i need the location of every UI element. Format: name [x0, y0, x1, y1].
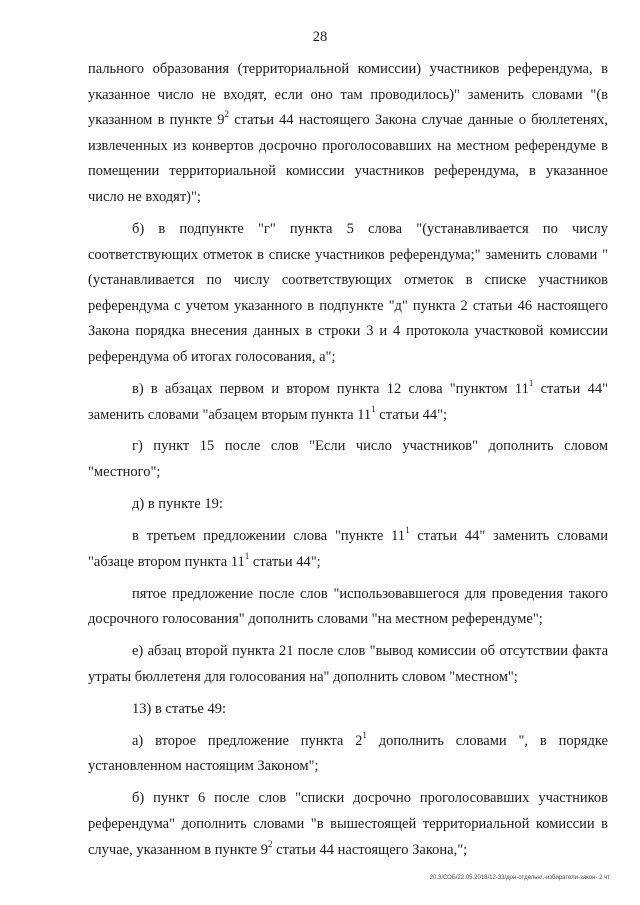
paragraph-10: а) второе предложение пункта $2^1$ дополнить словами ", в порядке установленном настоящим Законом";	[88, 729, 608, 775]
paragraph-9: 13) в статье 49:	[132, 700, 226, 717]
paragraph-1: пального образования (территориальной комиссии) участников референдума, в указанное число не входят, если оно там проводилось)" заменить словами "(в указанном в пункте $9^2$ статьи 44 настоящего Закона случае данные о бюллетенях, извлеченных из конвертов досрочно проголосовавших на местном референдуме в помещении территориальной комиссии участников референдума, в указанное число не входят)";	[88, 61, 608, 205]
paragraph-6: в третьем предложении слова "пункте $11^1$ статьи 44" заменить словами "абзаце втором пункта $11^1$ статьи 44";	[88, 525, 608, 570]
paragraph-4: г) пункт 15 после слов "Если число участников" дополнить словом "местного";	[88, 438, 608, 481]
paragraph-3: в) в абзацах первом и втором пункта 12 слова "пунктом $11^1$ статьи 44" заменить словами "абзацем вторым пункта $11^1$ статьи 44";	[88, 378, 608, 423]
paragraph-8: е) абзац второй пункта 21 после слов "вывод комиссии об отсутствии факта утраты бюллетеня для голосования на" дополнить словом "местном";	[88, 643, 608, 685]
paragraph-5: д) в пункте 19:	[132, 496, 223, 513]
footer-file-path: 20.3/СОБ/22.05.2018/12-33/дон-отдельн/,-избиратели-закон- 2 чт	[429, 875, 610, 881]
document-body	[88, 57, 608, 863]
paragraph-7: пятое предложение после слов "использовавшегося для проведения такого досрочного голосования" дополнить словами "на местном референдуме";	[88, 585, 608, 628]
page-number: 28	[312, 29, 328, 45]
paragraph-2: б) в подпункте "г" пункта 5 слова "(устанавливается по числу соответствующих отметок в списке участников референдума;" заменить словами "(устанавливается по числу соответствующих отметок в списке участников референдума с учетом указанного в подпункте "д" пункта 2 статьи 46 настоящего Закона порядка внесения данных в строки 3 и 4 протокола участковой комиссии референдума об итогах голосования, а";	[88, 220, 608, 365]
paragraph-11: б) пункт 6 после слов "списки досрочно проголосовавших участников референдума" дополнить словами "в вышестоящей территориальной комиссии в случае, указанном в пункте $9^2$ статьи 44 настоящего Закона,";	[88, 790, 608, 858]
